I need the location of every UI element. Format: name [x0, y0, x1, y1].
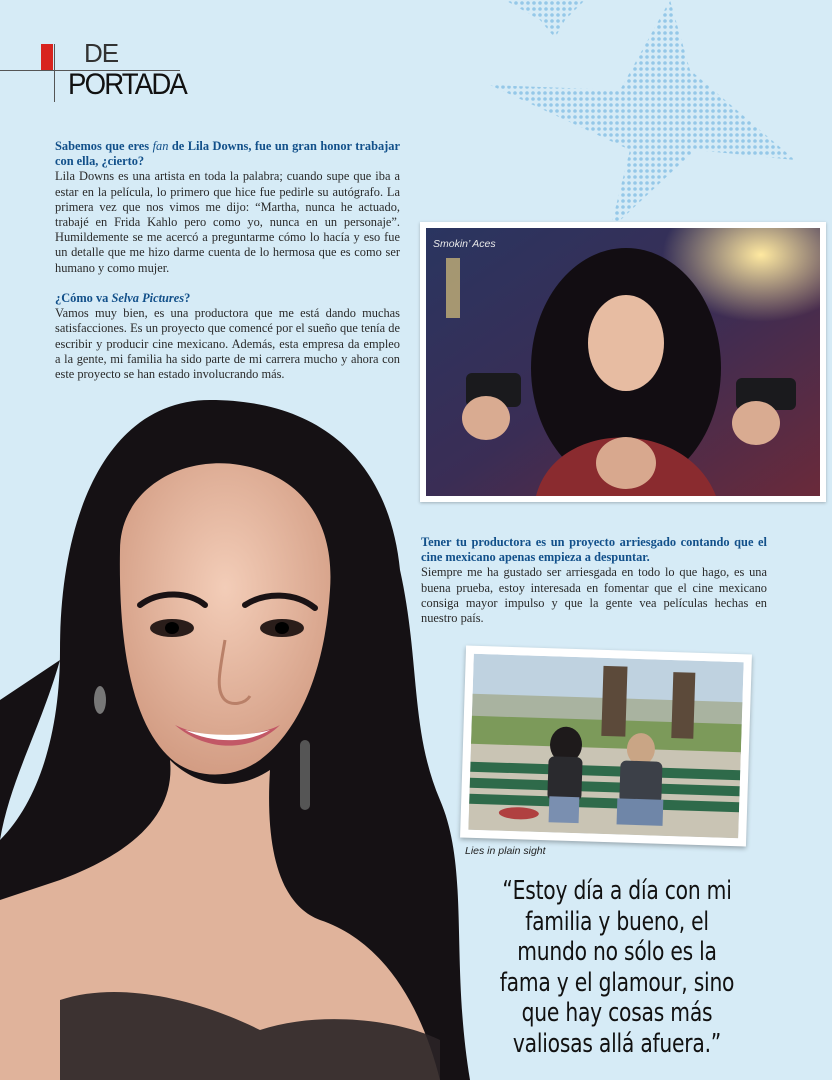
photo-lies-in-plain-sight [468, 654, 743, 838]
halftone-star-small-icon [495, 0, 595, 40]
photo-frame-smokin-aces [420, 222, 826, 502]
section-label-large: PORTADA [68, 68, 187, 101]
question-2: ¿Cómo va Selva Pictures? [55, 291, 191, 305]
interview-block-3 [421, 535, 767, 626]
question-1: Sabemos que eres fan de Lila Downs, fue un gran honor trabajar con ella, ¿cierto? [55, 139, 400, 169]
interview-block-1 [55, 139, 400, 276]
actress-portrait [0, 400, 470, 1080]
answer-2: Vamos muy bien, es una productora que me está dando muchas satisfacciones. Es un proyecto que comencé por el sueño que tenía de escribir y producir cine mexicano. Además, esta empresa da empleo a la gente, mi familia ha sido parte de mi carrera mucho y ahora con este proyecto se han estado involucrando más. [55, 306, 400, 382]
question-3: Tener tu productora es un proyecto arriesgado contando que el cine mexicano apenas empieza a despuntar. [421, 535, 767, 565]
answer-3: Siempre me ha gustado ser arriesgada en todo lo que hago, es una buena prueba, estoy interesada en fomentar que el cine mexicano consiga mayor impulso y que la gente vea películas hechas en nuestro país. [421, 565, 767, 626]
photo-caption-lies-in-plain-sight: Lies in plain sight [465, 845, 546, 857]
header-red-mark [41, 44, 53, 70]
photo-smokin-aces [426, 228, 820, 496]
interview-block-2 [55, 291, 400, 382]
header-rule-vertical [54, 44, 55, 102]
section-label-small: DE [84, 38, 119, 68]
pull-quote: “Estoy día a día con mi familia y bueno, el mundo no sólo es la fama y el glamour, sino que hay cosas más valiosas allá afuera.” [499, 876, 735, 1059]
photo-caption-smokin-aces: Smokin’ Aces [433, 238, 496, 250]
photo-frame-lies-in-plain-sight [460, 646, 752, 847]
answer-1: Lila Downs es una artista en toda la palabra; cuando supe que iba a estar en la película, lo primero que hice fue pedirle su autógrafo. La primera vez que nos vimos me dijo: “Martha, nunca he actuado, trabajé en Frida Kahlo pero como yo, nunca en un personaje”. Humildemente se me acercó a preguntarme cómo lo hacía y eso fue un detalle que me hizo darme cuenta de lo hermosa que es como ser humano y como mujer. [55, 169, 400, 275]
